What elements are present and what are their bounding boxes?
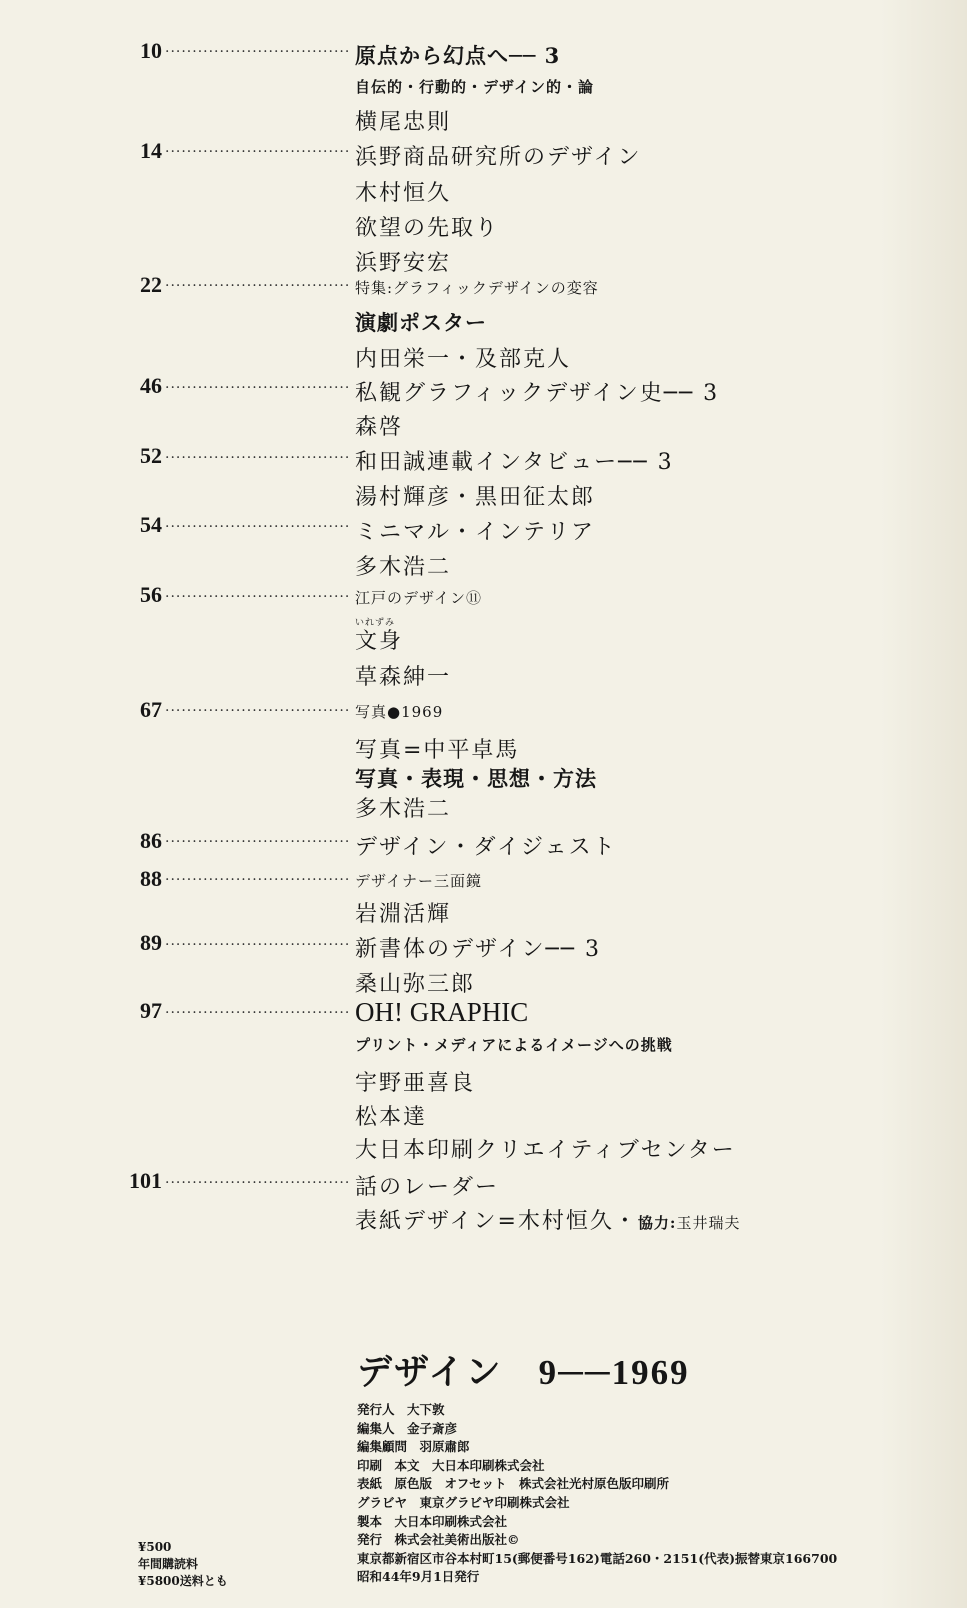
article-author: 多木浩二	[355, 797, 452, 822]
cover-credit-main: 表紙デザイン=木村恒久・	[355, 1209, 638, 1234]
page-number: 52	[140, 443, 162, 468]
article-kicker: 特集:グラフィックデザインの変容	[355, 279, 599, 297]
dot-leader	[165, 937, 348, 953]
colophon-line: 昭和44年9月1日発行	[357, 1569, 480, 1585]
photo-credit: 写真=中平卓馬	[355, 738, 520, 763]
price-line: ¥5800送料とも	[138, 1574, 228, 1588]
article-title: 演劇ポスター	[355, 310, 487, 335]
article-title: 話のレーダー	[355, 1175, 500, 1200]
colophon-line: 発行人 大下敦	[357, 1402, 445, 1417]
cover-design-credit	[355, 1204, 740, 1235]
ruby-reading: いれずみ	[355, 618, 396, 628]
article-author: 草森紳一	[355, 665, 452, 690]
article-line: 浜野安宏	[355, 251, 452, 276]
colophon-line: 東京都新宿区市谷本村町15(郵便番号162)電話260・2151(代表)振替東京166700	[357, 1550, 838, 1566]
article-line: 欲望の先取り	[355, 216, 500, 241]
article-line: 大日本印刷クリエイティブセンター	[355, 1138, 736, 1163]
article-line: 宇野亜喜良	[355, 1071, 476, 1096]
article-title: 文身	[355, 629, 404, 654]
article-author: 内田栄一・及部克人	[355, 347, 572, 372]
page-number: 22	[140, 272, 162, 297]
dot-leader	[165, 278, 348, 294]
article-author: 森啓	[355, 415, 404, 440]
article-title: 新書体のデザイン── 3	[355, 937, 601, 962]
dot-leader	[165, 450, 348, 466]
article-title: OH! GRAPHIC	[355, 997, 529, 1027]
dot-leader	[165, 519, 348, 535]
dot-leader	[165, 703, 348, 719]
article-subtitle: プリント・メディアによるイメージへの挑戦	[355, 1036, 673, 1054]
page-number: 86	[140, 828, 162, 853]
page-number: 46	[140, 373, 162, 398]
dot-leader	[165, 589, 348, 605]
article-subtitle: 自伝的・行動的・デザイン的・論	[355, 78, 594, 96]
dot-leader	[165, 144, 348, 160]
article-kicker: 写真●1969	[355, 703, 444, 721]
dot-leader	[165, 44, 348, 60]
colophon-line: グラビヤ 東京グラビヤ印刷株式会社	[357, 1494, 570, 1510]
cover-credit-name: 玉井瑞夫	[676, 1214, 741, 1232]
cover-credit-label: 協力:	[637, 1214, 677, 1232]
article-kicker: 江戸のデザイン⑪	[355, 589, 482, 607]
article-kicker: デザイナー三面鏡	[355, 872, 482, 890]
page-number: 97	[140, 998, 162, 1023]
article-title: 和田誠連載インタビュー── 3	[355, 450, 674, 475]
colophon-line: 印刷 本文 大日本印刷株式会社	[357, 1457, 545, 1473]
page-number: 56	[140, 582, 162, 607]
price-line: 年間購読料	[138, 1557, 199, 1571]
article-line: 松本達	[355, 1105, 428, 1130]
right-edge-bleed	[880, 0, 967, 1608]
issue-number: 9──1969	[538, 1353, 690, 1392]
colophon-line: 編集顧問 羽原肅郎	[357, 1439, 470, 1455]
colophon-line: 製本 大日本印刷株式会社	[357, 1513, 508, 1529]
dot-leader	[165, 380, 348, 396]
dot-leader	[165, 1005, 348, 1021]
colophon	[357, 1401, 837, 1587]
magazine-masthead	[357, 1345, 690, 1395]
article-title: 写真・表現・思想・方法	[355, 766, 597, 791]
article-title: 原点から幻点へ── 3	[355, 43, 561, 68]
article-title: デザイン・ダイジェスト	[355, 835, 617, 860]
article-author: 岩淵活輝	[355, 902, 452, 927]
page-number: 88	[140, 866, 162, 891]
article-author: 湯村輝彦・黒田征太郎	[355, 485, 596, 510]
dot-leader	[165, 872, 348, 888]
magazine-title: デザイン	[357, 1352, 503, 1393]
page-number: 67	[140, 697, 162, 722]
dot-leader	[165, 1175, 348, 1191]
colophon-line: 表紙 原色版 オフセット 株式会社光村原色版印刷所	[357, 1476, 670, 1492]
article-author: 横尾忠則	[355, 110, 452, 135]
dot-leader	[165, 834, 348, 850]
article-author: 桑山弥三郎	[355, 972, 476, 997]
price-block	[138, 1539, 228, 1590]
article-title: ミニマル・インテリア	[355, 520, 596, 545]
article-line: 木村恒久	[355, 181, 452, 206]
price-line: ¥500	[138, 1540, 172, 1554]
article-author: 多木浩二	[355, 555, 452, 580]
page-number: 101	[129, 1168, 162, 1193]
page-number: 14	[140, 138, 162, 163]
colophon-line: 編集人 金子斎彦	[357, 1420, 458, 1436]
article-title: 私観グラフィックデザイン史── 3	[355, 381, 720, 406]
colophon-line: 発行 株式会社美術出版社©	[357, 1532, 520, 1548]
page-number: 54	[140, 512, 162, 537]
article-title: 浜野商品研究所のデザイン	[355, 145, 642, 170]
page-number: 10	[140, 38, 162, 63]
page-number: 89	[140, 930, 162, 955]
